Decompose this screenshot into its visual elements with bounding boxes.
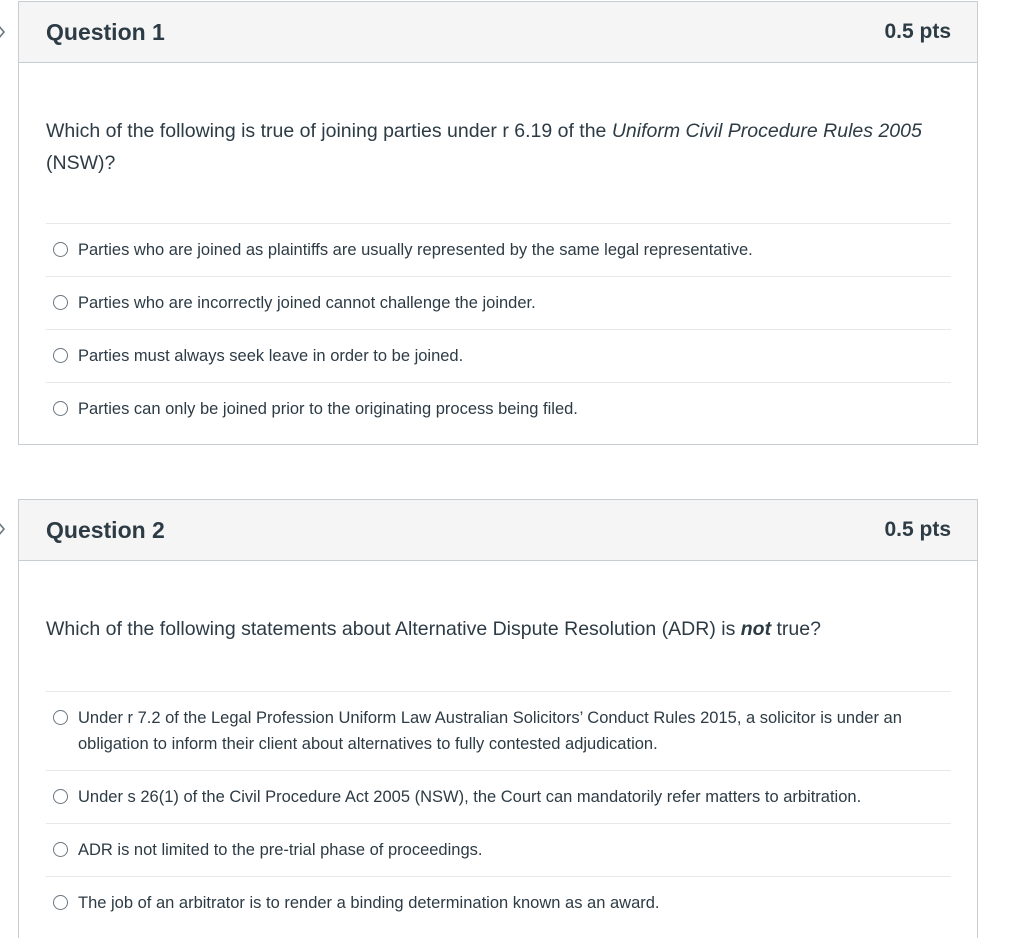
radio-button[interactable] bbox=[53, 895, 68, 910]
answer-option[interactable] bbox=[46, 824, 951, 877]
radio-button[interactable] bbox=[53, 789, 68, 804]
flag-question-2-icon[interactable] bbox=[0, 522, 8, 536]
answer-list bbox=[46, 691, 951, 929]
italic-title: Uniform Civil Procedure Rules 2005 bbox=[611, 120, 922, 142]
question-points: 0.5 pts bbox=[884, 20, 951, 43]
question-body bbox=[19, 63, 977, 435]
answer-option[interactable] bbox=[46, 771, 951, 824]
radio-button[interactable] bbox=[53, 295, 68, 310]
answer-list bbox=[46, 223, 951, 435]
question-text: Which of the following is true of joining parties under r 6.19 of the Uniform Civil Procedure Rules 2005 (NSW)? bbox=[46, 120, 922, 174]
answer-label: Parties can only be joined prior to the originating process being filed. bbox=[78, 400, 578, 418]
answer-option[interactable] bbox=[46, 330, 951, 383]
radio-button[interactable] bbox=[53, 401, 68, 416]
answer-label: Under s 26(1) of the Civil Procedure Act 2005 (NSW), the Court can mandatorily refer matters to arbitration. bbox=[78, 788, 862, 806]
answer-label: ADR is not limited to the pre-trial phase of proceedings. bbox=[78, 841, 483, 859]
question-2 bbox=[18, 499, 978, 938]
question-body bbox=[19, 561, 977, 929]
answer-label: The job of an arbitrator is to render a binding determination known as an award. bbox=[78, 894, 660, 912]
question-text: Which of the following statements about Alternative Dispute Resolution (ADR) is not true? bbox=[46, 618, 821, 640]
answer-label: Parties who are joined as plaintiffs are usually represented by the same legal representative. bbox=[78, 241, 753, 259]
emphasis-not: not bbox=[740, 618, 772, 640]
answer-label: Parties must always seek leave in order to be joined. bbox=[78, 347, 464, 365]
radio-button[interactable] bbox=[53, 710, 68, 725]
answer-option[interactable] bbox=[46, 877, 951, 929]
radio-button[interactable] bbox=[53, 242, 68, 257]
answer-label: Under r 7.2 of the Legal Profession Uniform Law Australian Solicitors’ Conduct Rules 2015, a solicitor is under an obligation to inform their client about alternatives to fully contested adjudication. bbox=[78, 709, 902, 753]
question-points: 0.5 pts bbox=[884, 518, 951, 541]
answer-option[interactable] bbox=[46, 277, 951, 330]
question-header bbox=[19, 500, 977, 561]
answer-label: Parties who are incorrectly joined cannot challenge the joinder. bbox=[78, 294, 536, 312]
question-title: Question 2 bbox=[46, 516, 165, 543]
flag-question-1-icon[interactable] bbox=[0, 25, 8, 39]
answer-option[interactable] bbox=[46, 383, 951, 435]
answer-option[interactable] bbox=[46, 692, 951, 771]
answer-option[interactable] bbox=[46, 224, 951, 277]
radio-button[interactable] bbox=[53, 842, 68, 857]
question-title: Question 1 bbox=[46, 18, 165, 45]
question-1 bbox=[18, 1, 978, 445]
radio-button[interactable] bbox=[53, 348, 68, 363]
question-header bbox=[19, 2, 977, 63]
